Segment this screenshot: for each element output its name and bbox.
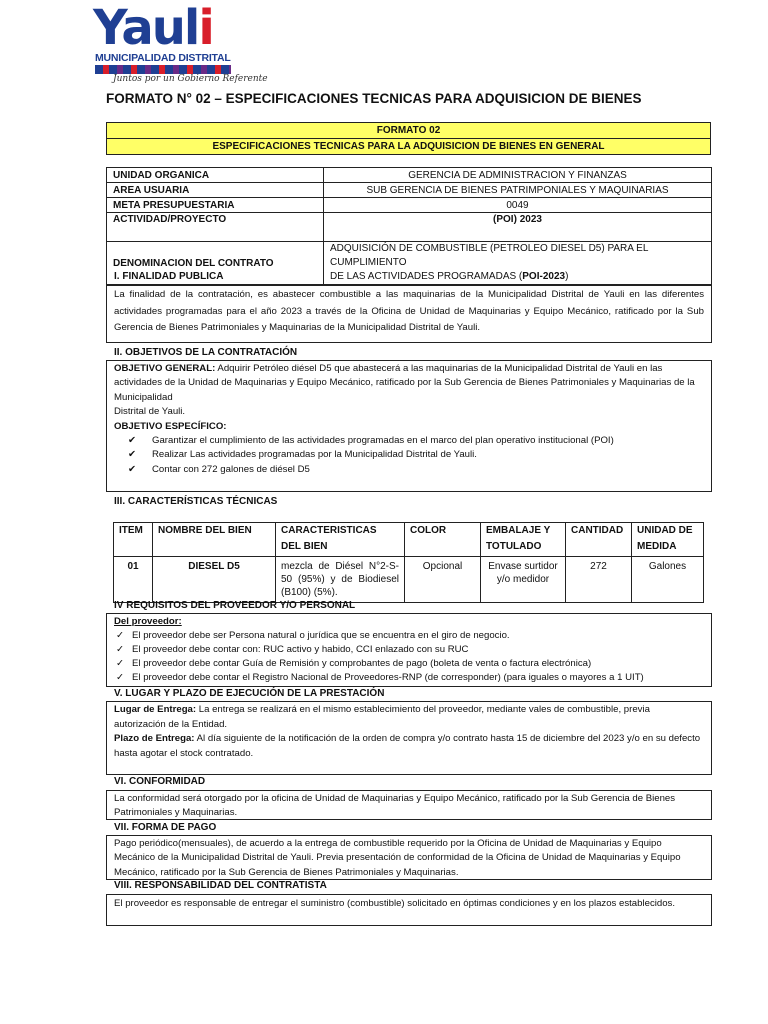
list-item: ✔ Contar con 272 galones de diésel D5 — [114, 463, 704, 477]
objetivo-general-text-end: Distrital de Yauli. — [114, 406, 186, 418]
section-heading: VIII. RESPONSABILIDAD DEL CONTRATISTA — [114, 880, 327, 891]
info-label: DENOMINACION DEL CONTRATO — [107, 242, 324, 285]
cell-nombre: DIESEL D5 — [153, 557, 276, 603]
contract-name-line1: ADQUISICIÓN DE COMBUSTIBLE (PETROLEO DIESEL D5) PARA EL CUMPLIMIENTO — [330, 243, 649, 268]
cell-embalaje: Envase surtidor y/o medidor — [481, 557, 566, 603]
objetivo-general — [114, 362, 704, 405]
list-item: ✓ El proveedor debe contar el Registro Nacional de Proveedores-RNP (de corresponder) (para iguales o mayores a 1 UIT) — [116, 672, 644, 683]
lugar-entrega: Lugar de Entrega: La entrega se realizará en el mismo establecimiento del proveedor, mediante vales de combustible, previa autorización de la Entidad. — [114, 704, 650, 730]
info-label: ACTIVIDAD/PROYECTO — [107, 213, 324, 242]
table-header-row — [114, 523, 704, 557]
info-label: UNIDAD ORGANICA — [107, 168, 324, 183]
section-heading: IV REQUISITOS DEL PROVEEDOR Y/O PERSONAL — [114, 600, 356, 611]
logo-wordmark: Yauli — [93, 0, 213, 56]
table-row — [114, 557, 704, 603]
checkmark-icon: ✔ — [128, 449, 137, 461]
logo-subtitle: MUNICIPALIDAD DISTRITAL — [95, 52, 231, 64]
section-responsabilidad-text: El proveedor es responsable de entregar el suministro (combustible) solicitado en óptimas condiciones y en los plazos establecidos. — [106, 894, 712, 926]
contract-name-bold: POI-2023 — [522, 271, 566, 282]
section-forma-pago-text: Pago periódico(mensuales), de acuerdo a la entrega de combustible requerido por la Oficina de Unidad de Maquinarias y Equipo Mecánico de la Municipalidad Distrital de Yauli. Previa presentación de conformidad de la Oficina de Unidad de Maquinarias y Equipo Mecánico, ratificado por la Sub Gerencia de Bienes Patrimoniales y Maquinarias. — [106, 835, 712, 880]
list-item: ✓ El proveedor debe contar con: RUC activo y habido, CCI enlazado con su RUC — [116, 644, 469, 655]
column-header: CANTIDAD — [566, 523, 632, 557]
logo-tagline: Juntos por un Gobierno Referente — [113, 74, 268, 84]
logo-pattern-band — [95, 65, 231, 74]
list-item: ✔ Garantizar el cumplimiento de las actividades programadas en el marco del plan operativo institucional (POI) — [114, 434, 704, 448]
info-value: GERENCIA DE ADMINISTRACION Y FINANZAS — [324, 168, 712, 183]
cell-color: Opcional — [405, 557, 481, 603]
section-heading: VII. FORMA DE PAGO — [114, 822, 217, 833]
section-heading: II. OBJETIVOS DE LA CONTRATACIÓN — [114, 347, 298, 358]
column-header: COLOR — [405, 523, 481, 557]
plazo-entrega: Plazo de Entrega: Al día siguiente de la notificación de la orden de compra y/o contrato hasta 15 de diciembre del 2023 y/o en su defecto hasta agotar el stock contratado. — [114, 733, 701, 759]
list-item: ✓ El proveedor debe ser Persona natural o jurídica que se encuentra en el giro de negocio. — [116, 630, 510, 641]
info-value: (POI) 2023 — [324, 213, 712, 242]
table-row — [107, 198, 712, 213]
column-header: ITEM — [114, 523, 153, 557]
section-heading: I. FINALIDAD PUBLICA — [114, 271, 224, 282]
section-finalidad-text: La finalidad de la contratación, es abastecer combustible a las maquinarias de la Municipalidad Distrital de Yauli en las diferentes actividades programadas para el año 2023 a través de la Oficina de Unidad de Maquinarias y Equipo Mecánico, ratificado por la Sub Gerencia de Bienes Patrimoniales y Maquinarias de la Municipalidad Distrital de Yauli. — [106, 285, 712, 343]
objetivo-general-text: Adquirir Petróleo diésel D5 que abastecerá a las maquinarias de la Municipalidad Distrital de Yauli en las actividades de la Unidad de Maquinarias y Equipo Mecánico, ratificado por la Sub Gerencia de Bienes Patrimoniales y Maquinarias de la Municipalidad — [114, 363, 695, 403]
list-item: ✓ El proveedor debe contar Guía de Remisión y comprobantes de pago (boleta de venta o factura electrónica) — [116, 658, 592, 669]
checkmark-icon: ✓ — [116, 644, 125, 655]
cell-cantidad: 272 — [566, 557, 632, 603]
general-info-table — [106, 167, 712, 285]
table-row — [107, 168, 712, 183]
section-requisitos-box — [106, 613, 712, 687]
format-subtitle: ESPECIFICACIONES TECNICAS PARA LA ADQUISICION DE BIENES EN GENERAL — [107, 138, 710, 154]
checkmark-icon: ✓ — [116, 658, 125, 669]
info-label: META PRESUPUESTARIA — [107, 198, 324, 213]
list-item: ✔ Realizar Las actividades programadas por la Municipalidad Distrital de Yauli. — [114, 448, 704, 462]
requisitos-subheading: Del proveedor: — [114, 616, 182, 627]
column-header: EMBALAJE Y TOTULADO — [481, 523, 566, 557]
checkmark-icon: ✓ — [116, 672, 125, 683]
info-label: AREA USUARIA — [107, 183, 324, 198]
requisitos-list — [114, 629, 704, 685]
objetivo-general-label: OBJETIVO GENERAL: — [114, 363, 216, 374]
section-lugar-plazo-box — [106, 701, 712, 775]
section-conformidad-text: La conformidad será otorgado por la oficina de Unidad de Maquinarias y Equipo Mecánico, ratificado por la Sub Gerencia de Bienes Patrimoniales y Maquinarias. — [106, 790, 712, 820]
column-header: UNIDAD DE MEDIDA — [632, 523, 704, 557]
document-title: FORMATO N° 02 – ESPECIFICACIONES TECNICAS PARA ADQUISICION DE BIENES — [106, 91, 642, 106]
info-value — [324, 242, 712, 285]
info-value: 0049 — [324, 198, 712, 213]
info-value: SUB GERENCIA DE BIENES PATRIMPONIALES Y MAQUINARIAS — [324, 183, 712, 198]
section-heading: V. LUGAR Y PLAZO DE EJECUCIÓN DE LA PRESTACIÓN — [114, 688, 385, 699]
checkmark-icon: ✔ — [128, 435, 137, 447]
table-row — [107, 183, 712, 198]
table-row — [107, 213, 712, 242]
section-heading: VI. CONFORMIDAD — [114, 776, 206, 787]
technical-specs-table — [113, 522, 704, 603]
contract-name-line2: DE LAS ACTIVIDADES PROGRAMADAS ( — [330, 271, 523, 282]
cell-item: 01 — [114, 557, 153, 603]
format-number: FORMATO 02 — [376, 125, 441, 136]
format-header-box — [106, 122, 711, 155]
checkmark-icon: ✔ — [128, 463, 137, 475]
column-header: CARACTERISTICAS DEL BIEN — [276, 523, 405, 557]
section-objetivos-box — [106, 360, 712, 492]
section-heading: III. CARACTERÍSTICAS TÉCNICAS — [114, 496, 278, 507]
municipality-logo — [93, 0, 268, 86]
cell-caracteristicas: mezcla de Diésel N°2-S-50 (95%) y de Biodiesel (B100) (5%). — [276, 557, 405, 603]
contract-name-end: ) — [565, 271, 569, 282]
objetivo-especifico-label: OBJETIVO ESPECÍFICO: — [114, 420, 227, 432]
checkmark-icon: ✓ — [116, 630, 125, 641]
cell-unidad: Galones — [632, 557, 704, 603]
column-header: NOMBRE DEL BIEN — [153, 523, 276, 557]
